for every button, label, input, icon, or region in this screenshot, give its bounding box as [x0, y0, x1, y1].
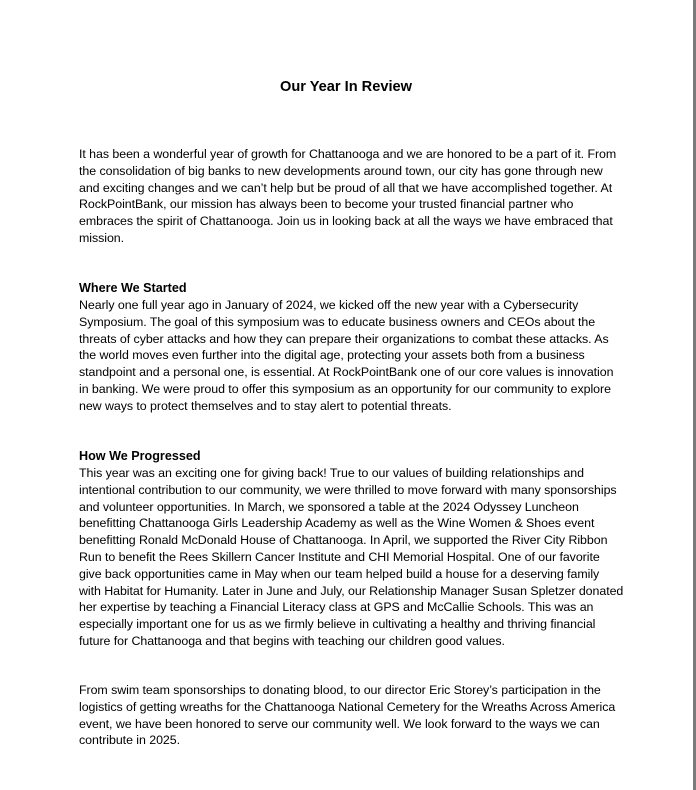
section-heading-how-we-progressed: How We Progressed: [79, 449, 201, 463]
intro-paragraph: It has been a wonderful year of growth for Chattanooga and we are honored to be a part of it. From the consolidation of big banks to new developments around town, our city has gone through new and exciting changes and we can’t help but be proud of all that we have accomplished together. At RockPointBank, our mission has always been to become your trusted financial partner who embraces the spirit of Chattanooga. Join us in looking back at all the ways we have embraced that mission.: [79, 147, 617, 245]
closing-paragraph: From swim team sponsorships to donating blood, to our director Eric Storey’s participation in the logistics of getting wreaths for the Chattanooga National Cemetery for the Wreaths Across America event, we have been honored to serve our community well. We look forward to the ways we can contribute in 2025.: [79, 683, 616, 748]
section-body-where-we-started: Nearly one full year ago in January of 2024, we kicked off the new year with a Cybersecurity Symposium. The goal of this symposium was to educate business owners and CEOs about the threats of cyber attacks and how they can prepare their organizations to combat these attacks. As the world moves even further into the digital age, protecting your assets both from a business standpoint and a personal one, is essential. At RockPointBank one of our core values is innovation in banking. We were proud to offer this symposium as an opportunity for our community to explore new ways to protect themselves and to stay alert to potential threats.: [79, 298, 614, 413]
page-title: Our Year In Review: [280, 79, 412, 95]
section-heading-where-we-started: Where We Started: [79, 281, 187, 295]
section-body-how-we-progressed: This year was an exciting one for giving back! True to our values of building relationships and intentional contribution to our community, we were thrilled to move forward with many sponsorships and volunteer opportunities. In March, we sponsored a table at the 2024 Odyssey Luncheon benefitting Chattanooga Girls Leadership Academy as well as the Wine Women & Shoes event benefitting Ronald McDonald House of Chattanooga. In April, we supported the River City Ribbon Run to benefit the Rees Skillern Cancer Institute and CHI Memorial Hospital. One of our favorite give back opportunities came in May when our team helped build a house for a deserving family with Habitat for Humanity. Later in June and July, our Relationship Manager Susan Spletzer donated her expertise by teaching a Financial Literacy class at GPS and McCallie Schools. This was an especially important one for us as we firmly believe in cultivating a healthy and thriving financial future for Chattanooga and that begins with teaching our children good values.: [79, 466, 624, 648]
